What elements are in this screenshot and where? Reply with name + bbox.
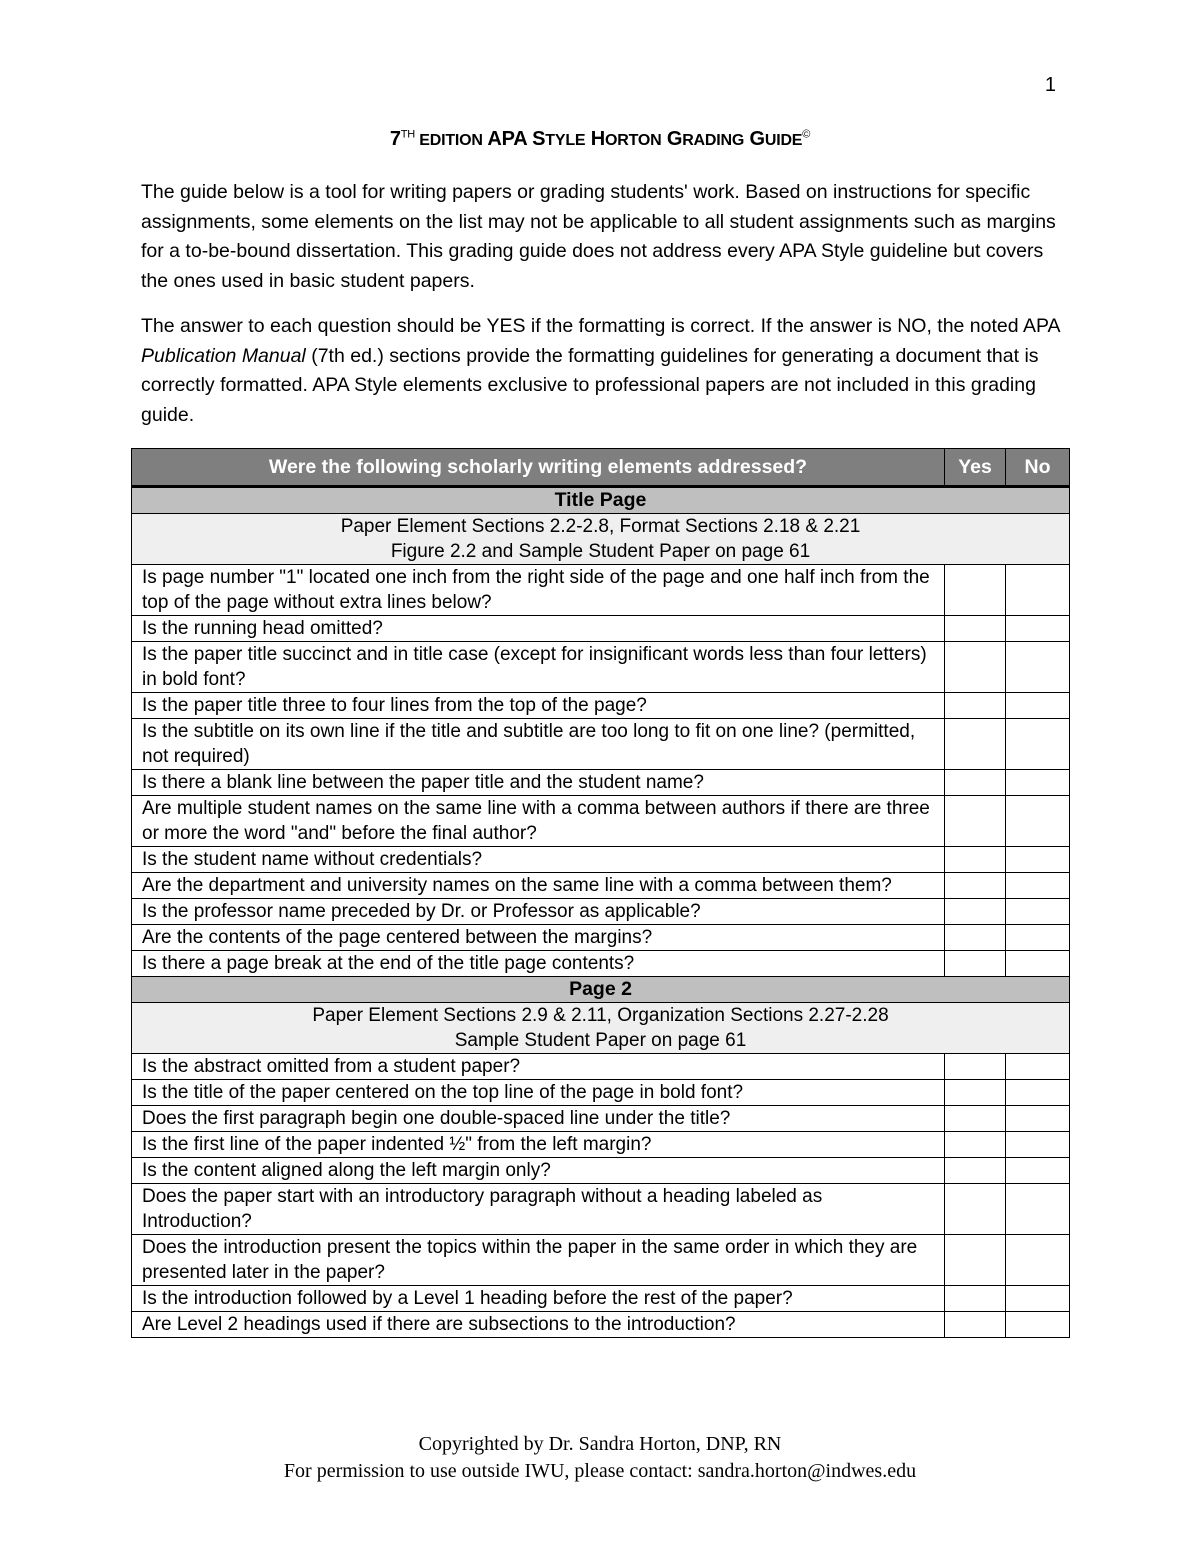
- checklist-row: [132, 693, 1070, 719]
- checklist-question: Is the student name without credentials?: [132, 847, 945, 873]
- yes-checkbox-cell[interactable]: [945, 693, 1006, 719]
- yes-checkbox-cell[interactable]: [945, 1054, 1006, 1080]
- no-checkbox-cell[interactable]: [1006, 642, 1070, 693]
- section-row: [132, 487, 1070, 514]
- checklist-question: Is the paper title three to four lines from the top of the page?: [132, 693, 945, 719]
- checklist-question: Is the first line of the paper indented ½" from the left margin?: [132, 1132, 945, 1158]
- no-checkbox-cell[interactable]: [1006, 719, 1070, 770]
- copyright-footer: [100, 1431, 1100, 1485]
- yes-checkbox-cell[interactable]: [945, 1132, 1006, 1158]
- checklist-row: [132, 796, 1070, 847]
- yes-column-header: Yes: [945, 449, 1006, 487]
- no-checkbox-cell[interactable]: [1006, 951, 1070, 977]
- no-checkbox-cell[interactable]: [1006, 565, 1070, 616]
- section-reference: [132, 1003, 1070, 1054]
- no-checkbox-cell[interactable]: [1006, 1286, 1070, 1312]
- checklist-row: [132, 642, 1070, 693]
- checklist-question: Is there a page break at the end of the title page contents?: [132, 951, 945, 977]
- checklist-question: Does the paper start with an introductory paragraph without a heading labeled as Introduction?: [132, 1184, 945, 1235]
- checklist-question: Is the professor name preceded by Dr. or Professor as applicable?: [132, 899, 945, 925]
- no-checkbox-cell[interactable]: [1006, 1235, 1070, 1286]
- yes-checkbox-cell[interactable]: [945, 1235, 1006, 1286]
- checklist-question: Is the subtitle on its own line if the title and subtitle are too long to fit on one line? (permitted, not required): [132, 719, 945, 770]
- checklist-question: Are the department and university names on the same line with a comma between them?: [132, 873, 945, 899]
- no-checkbox-cell[interactable]: [1006, 1080, 1070, 1106]
- no-checkbox-cell[interactable]: [1006, 899, 1070, 925]
- checklist-question: Does the first paragraph begin one double-spaced line under the title?: [132, 1106, 945, 1132]
- yes-checkbox-cell[interactable]: [945, 796, 1006, 847]
- section-reference-line: Paper Element Sections 2.2-2.8, Format Sections 2.18 & 2.21: [340, 516, 861, 537]
- yes-checkbox-cell[interactable]: [945, 951, 1006, 977]
- no-checkbox-cell[interactable]: [1006, 1158, 1070, 1184]
- checklist-row: [132, 565, 1070, 616]
- yes-checkbox-cell[interactable]: [945, 616, 1006, 642]
- checklist-question: Is the paper title succinct and in title case (except for insignificant words less than four letters) in bold font?: [132, 642, 945, 693]
- checklist-row: [132, 1106, 1070, 1132]
- checklist-question: Is the abstract omitted from a student paper?: [132, 1054, 945, 1080]
- no-checkbox-cell[interactable]: [1006, 925, 1070, 951]
- yes-checkbox-cell[interactable]: [945, 1158, 1006, 1184]
- yes-checkbox-cell[interactable]: [945, 565, 1006, 616]
- checklist-row: [132, 1080, 1070, 1106]
- yes-checkbox-cell[interactable]: [945, 899, 1006, 925]
- checklist-row: [132, 951, 1070, 977]
- copyright-line: Copyrighted by Dr. Sandra Horton, DNP, RN: [418, 1433, 782, 1455]
- checklist-question: Is there a blank line between the paper title and the student name?: [132, 770, 945, 796]
- checklist-row: [132, 847, 1070, 873]
- intro-paragraph-2: The answer to each question should be YES if the formatting is correct. If the answer is NO, the noted APA Publication Manual (7th ed.) sections provide the formatting guidelines for generating a document that is correctly formatted. APA Style elements exclusive to professional papers are not included in this grading guide.: [141, 315, 1060, 426]
- page-number: 1: [1044, 74, 1056, 96]
- checklist-question: Is the introduction followed by a Level 1 heading before the rest of the paper?: [132, 1286, 945, 1312]
- checklist-row: [132, 770, 1070, 796]
- section-reference: [132, 514, 1070, 565]
- table-body: [132, 487, 1070, 1338]
- section-reference-line: Paper Element Sections 2.9 & 2.11, Organization Sections 2.27-2.28: [312, 1005, 889, 1026]
- checklist-question: Is the running head omitted?: [132, 616, 945, 642]
- checklist-question: Is page number "1" located one inch from the right side of the page and one half inch from the top of the page without extra lines below?: [132, 565, 945, 616]
- checklist-question: Is the content aligned along the left margin only?: [132, 1158, 945, 1184]
- yes-checkbox-cell[interactable]: [945, 925, 1006, 951]
- section-row: [132, 977, 1070, 1003]
- checklist-row: [132, 1054, 1070, 1080]
- section-reference-line: Sample Student Paper on page 61: [454, 1030, 747, 1051]
- table-header-row: [132, 449, 1070, 487]
- checklist-question: Are Level 2 headings used if there are subsections to the introduction?: [132, 1312, 945, 1338]
- checklist-row: [132, 1235, 1070, 1286]
- checklist-row: [132, 899, 1070, 925]
- checklist-question: Are multiple student names on the same line with a comma between authors if there are three or more the word "and" before the final author?: [132, 796, 945, 847]
- no-checkbox-cell[interactable]: [1006, 873, 1070, 899]
- question-column-header: Were the following scholarly writing elements addressed?: [132, 449, 945, 487]
- checklist-row: [132, 1312, 1070, 1338]
- checklist-row: [132, 873, 1070, 899]
- checklist-question: Does the introduction present the topics within the paper in the same order in which they are presented later in the paper?: [132, 1235, 945, 1286]
- no-column-header: No: [1006, 449, 1070, 487]
- checklist-row: [132, 1158, 1070, 1184]
- checklist-row: [132, 925, 1070, 951]
- no-checkbox-cell[interactable]: [1006, 796, 1070, 847]
- document-title: 7TH EDITION APA STYLE HORTON GRADING GUIDE©: [389, 128, 811, 150]
- no-checkbox-cell[interactable]: [1006, 1312, 1070, 1338]
- checklist-row: [132, 719, 1070, 770]
- checklist-question: Is the title of the paper centered on the top line of the page in bold font?: [132, 1080, 945, 1106]
- checklist-row: [132, 616, 1070, 642]
- intro-paragraph-1: The guide below is a tool for writing papers or grading students' work. Based on instructions for specific assignments, some elements on the list may not be applicable to all student assignments such as margins for a to-be-bound dissertation. This grading guide does not address every APA Style guideline but covers the ones used in basic student papers.: [141, 181, 1056, 292]
- permission-line: For permission to use outside IWU, please contact: sandra.horton@indwes.edu: [283, 1460, 917, 1482]
- no-checkbox-cell[interactable]: [1006, 847, 1070, 873]
- yes-checkbox-cell[interactable]: [945, 1286, 1006, 1312]
- yes-checkbox-cell[interactable]: [945, 1080, 1006, 1106]
- checklist-row: [132, 1132, 1070, 1158]
- no-checkbox-cell[interactable]: [1006, 770, 1070, 796]
- yes-checkbox-cell[interactable]: [945, 873, 1006, 899]
- no-checkbox-cell[interactable]: [1006, 693, 1070, 719]
- yes-checkbox-cell[interactable]: [945, 1312, 1006, 1338]
- no-checkbox-cell[interactable]: [1006, 616, 1070, 642]
- yes-checkbox-cell[interactable]: [945, 1184, 1006, 1235]
- section-info-row: [132, 1003, 1070, 1054]
- checklist-row: [132, 1184, 1070, 1235]
- section-reference-line: Figure 2.2 and Sample Student Paper on page 61: [390, 541, 811, 562]
- section-title: Page 2: [132, 977, 1070, 1003]
- yes-checkbox-cell[interactable]: [945, 770, 1006, 796]
- no-checkbox-cell[interactable]: [1006, 1106, 1070, 1132]
- checklist-row: [132, 1286, 1070, 1312]
- yes-checkbox-cell[interactable]: [945, 642, 1006, 693]
- grading-table: [131, 448, 1070, 1338]
- yes-checkbox-cell[interactable]: [945, 847, 1006, 873]
- no-checkbox-cell[interactable]: [1006, 1184, 1070, 1235]
- no-checkbox-cell[interactable]: [1006, 1132, 1070, 1158]
- section-info-row: [132, 514, 1070, 565]
- yes-checkbox-cell[interactable]: [945, 1106, 1006, 1132]
- yes-checkbox-cell[interactable]: [945, 719, 1006, 770]
- no-checkbox-cell[interactable]: [1006, 1054, 1070, 1080]
- manual-title: Publication Manual: [141, 344, 306, 367]
- checklist-question: Are the contents of the page centered between the margins?: [132, 925, 945, 951]
- section-title: Title Page: [132, 487, 1070, 514]
